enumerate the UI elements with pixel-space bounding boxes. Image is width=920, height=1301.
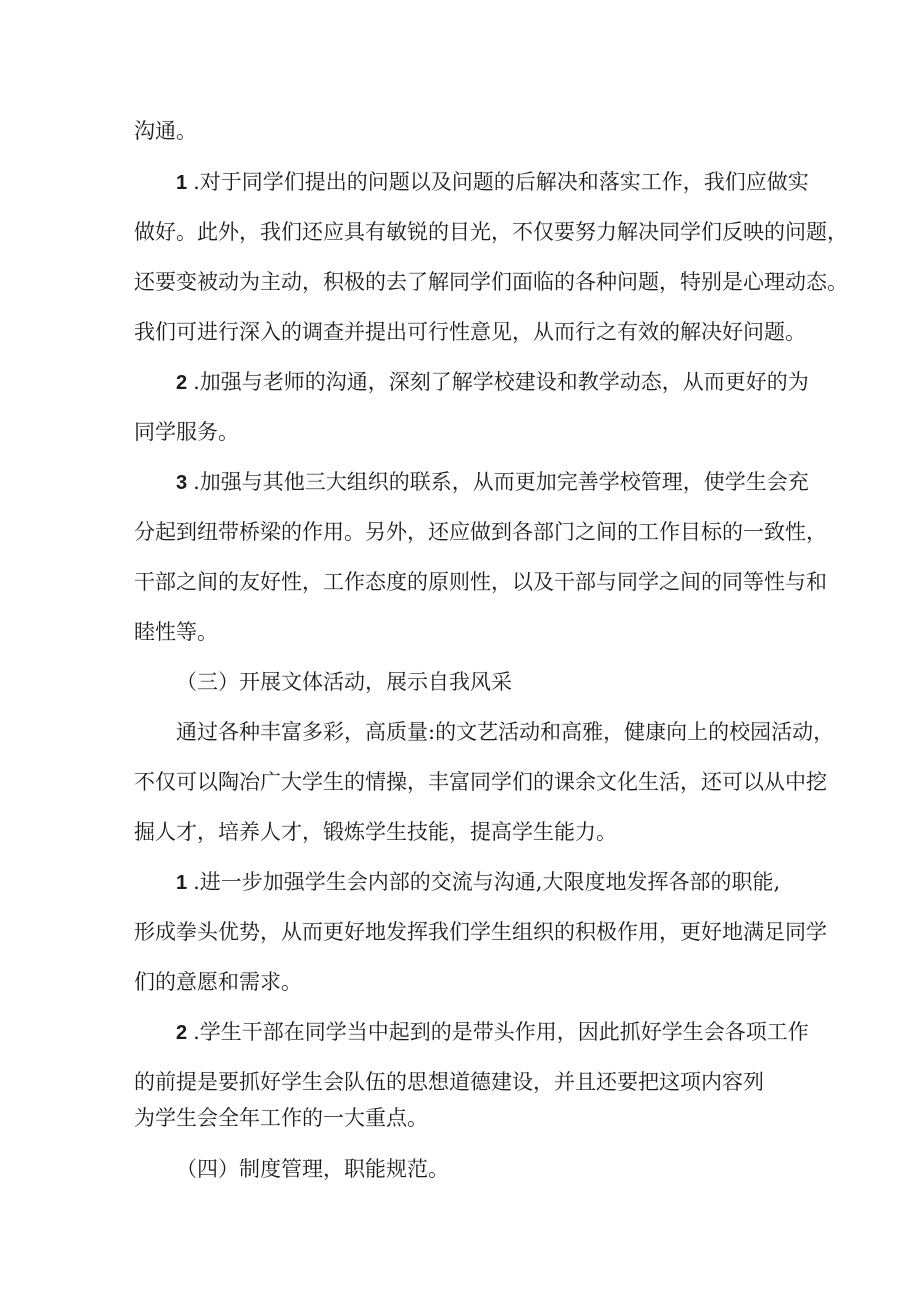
text-line: 同学服务。 [134,420,239,444]
text-line: 形成拳头优势，从而更好地发挥我们学生组织的积极作用，更好地满足同学 [134,920,827,944]
text-line: 不仅可以陶冶广大学生的情操，丰富同学们的课余文化生活，还可以从中挖 [134,770,827,794]
text-line: 做好。此外，我们还应具有敏锐的目光，不仅要努力解决同学们反映的问题， [134,220,848,244]
text-line: 的前提是要抓好学生会队伍的思想道德建设，并且还要把这项内容列 [134,1070,764,1094]
list-number: 1 [176,172,188,194]
list-number: 1 [176,872,188,894]
text-line: 干部之间的友好性，工作态度的原则性，以及干部与同学之间的同等性与和 [134,570,827,594]
text-line: 掘人才，培养人才，锻炼学生技能，提高学生能力。 [134,820,617,844]
list-item: 1 .进一步加强学生会内部的交流与沟通,大限度地发挥各部的职能, [176,870,781,894]
list-item: 2 .加强与老师的沟通，深刻了解学校建设和教学动态，从而更好的为 [176,370,809,394]
text-line: 为学生会全年工作的一大重点。 [134,1106,428,1130]
text-line: 沟通。 [134,119,197,143]
section-heading: （四）制度管理，职能规范。 [176,1157,449,1181]
list-item: 3 .加强与其他三大组织的联系，从而更加完善学校管理，使学生会充 [176,470,809,494]
section-heading: （三）开展文体活动，展示自我风采 [176,670,512,694]
list-number: 3 [176,472,188,494]
text-line: 还要变被动为主动，积极的去了解同学们面临的各种问题，特别是心理动态。 [134,270,848,294]
list-number: 2 [176,372,188,394]
list-number: 2 [176,1022,188,1044]
text-line: 分起到纽带桥梁的作用。另外，还应做到各部门之间的工作目标的一致性， [134,520,827,544]
list-item: 2 .学生干部在同学当中起到的是带头作用，因此抓好学生会各项工作 [176,1020,809,1044]
text-line: 睦性等。 [134,620,218,644]
text-line: 们的意愿和需求。 [134,970,302,994]
list-item: 1 .对于同学们提出的问题以及问题的后解决和落实工作，我们应做实 [176,170,809,194]
text-line: 通过各种丰富多彩，高质量:的文艺活动和高雅，健康向上的校园活动， [176,720,835,744]
text-line: 我们可进行深入的调查并提出可行性意见，从而行之有效的解决好问题。 [134,320,806,344]
